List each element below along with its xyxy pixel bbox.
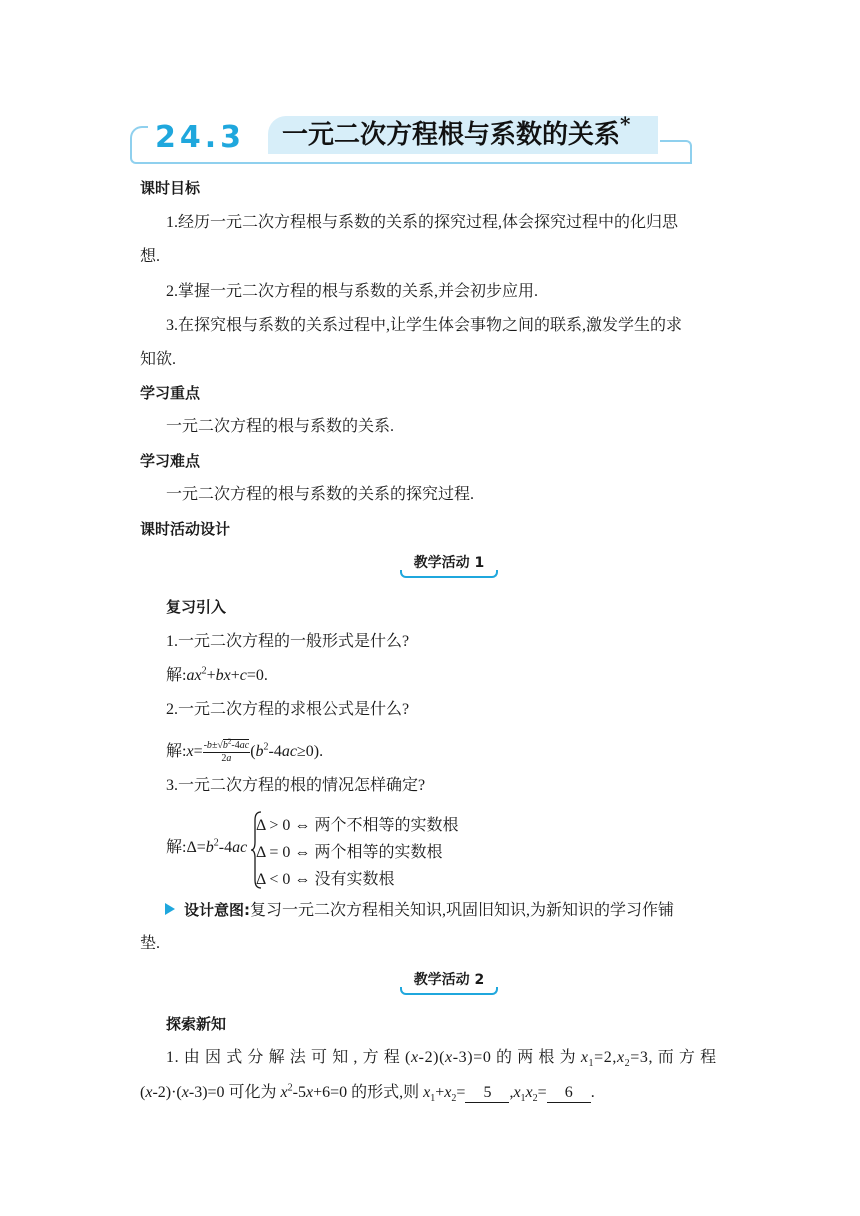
design-intent-line-1: 设计意图:复习一元二次方程相关知识,巩固旧知识,为新知识的学习作铺 bbox=[184, 901, 675, 919]
case-zero: Δ = 0 ⇔ 两个相等的实数根 bbox=[256, 844, 443, 861]
discriminant-cases bbox=[256, 812, 458, 893]
quadratic-formula-fraction: $\frac{-b\pm√b^2-4ac}{2a}$ bbox=[203, 737, 250, 764]
design-intent-line-2: 垫. bbox=[140, 935, 161, 952]
difficulties-text: 一元二次方程的根与系数的关系的探究过程. bbox=[166, 486, 475, 503]
answer-3-prefix: 解$:\Delta=b^2-4ac$ bbox=[166, 837, 248, 856]
objectives-heading: 课时目标 bbox=[140, 179, 201, 197]
answer-2: 解:x= $\frac{-b\pm√b^2-4ac}{2a}$ $(b^2-4ac\ge 0)$. bbox=[166, 737, 324, 764]
product-blank[interactable]: 6 bbox=[547, 1084, 591, 1103]
difficulties-heading: 学习难点 bbox=[140, 452, 201, 470]
case-negative: Δ < 0 ⇔ 没有实数根 bbox=[256, 871, 395, 888]
exploration-line-1: 1. 由 因 式 分 解 法 可 知 , 方 程 (x-2)(x-3)=0 的 两 根 为 $x_1=2,x_2=3$, 而 方 程 bbox=[166, 1049, 717, 1070]
case-positive: Δ > 0 ⇔ 两个不相等的实数根 bbox=[256, 817, 459, 834]
question-1: 1.一元二次方程的一般形式是什么? bbox=[166, 633, 410, 650]
explore-heading: 探索新知 bbox=[166, 1015, 227, 1033]
key-points-heading: 学习重点 bbox=[140, 384, 201, 402]
title-frame-left bbox=[130, 126, 148, 156]
activity-2-label: 教学活动 2 bbox=[413, 972, 485, 988]
activity-design-heading: 课时活动设计 bbox=[140, 520, 231, 538]
question-3: 3.一元二次方程的根的情况怎样确定? bbox=[166, 777, 426, 794]
title-frame-right bbox=[660, 140, 692, 164]
activity-1-underline bbox=[400, 570, 498, 578]
objective-1-line-2: 想. bbox=[140, 248, 161, 265]
objective-3-line-1: 3.在探究根与系数的关系过程中,让学生体会事物之间的联系,激发学生的求 bbox=[166, 317, 683, 334]
question-2: 2.一元二次方程的求根公式是什么? bbox=[166, 701, 410, 718]
answer-1: 解$:ax^2+bx+c=0$. bbox=[166, 665, 268, 684]
exploration-line-2: (x-2)·(x-3)=0 可化为 $x^2-5x+6=0$ 的形式,则 $x_1+x_2= 5$ $,x_1x_2= 6$ . bbox=[140, 1082, 595, 1105]
key-points-text: 一元二次方程的根与系数的关系. bbox=[166, 418, 395, 435]
section-number: 24.3 bbox=[155, 120, 246, 155]
objective-3-line-2: 知欲. bbox=[140, 351, 177, 368]
review-heading: 复习引入 bbox=[166, 598, 227, 616]
objective-1-line-1: 1.经历一元二次方程根与系数的关系的探究过程,体会探究过程中的化归思 bbox=[166, 214, 679, 231]
objective-2: 2.掌握一元二次方程的根与系数的关系,并会初步应用. bbox=[166, 283, 539, 300]
play-arrow-icon bbox=[164, 903, 176, 915]
page-title: 一元二次方程根与系数的关系* bbox=[282, 112, 631, 150]
activity-1-label: 教学活动 1 bbox=[413, 555, 485, 571]
sum-blank[interactable]: 5 bbox=[465, 1084, 509, 1103]
activity-2-underline bbox=[400, 987, 498, 995]
